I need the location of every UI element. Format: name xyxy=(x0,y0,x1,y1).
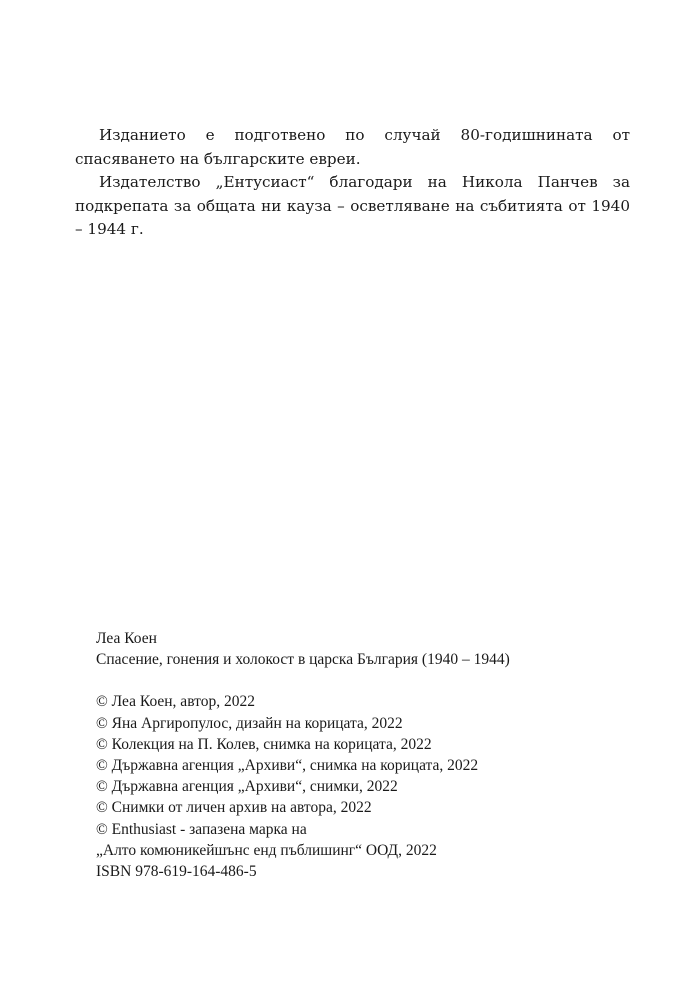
isbn: ISBN 978-619-164-486-5 xyxy=(96,863,257,881)
imprint-block xyxy=(96,628,636,882)
copyright-line: © Яна Аргиропулос, дизайн на корицата, 2022 xyxy=(96,714,403,732)
copyright-line: © Държавна агенция „Архиви“, снимки, 2022 xyxy=(96,778,398,796)
acknowledgement-text xyxy=(75,124,630,242)
book-title: Спасение, гонения и холокост в царска България (1940 – 1944) xyxy=(96,651,510,669)
copyright-line: © Колекция на П. Колев, снимка на корицата, 2022 xyxy=(96,735,432,753)
copyright-line: „Алто комюникейшънс енд пъблишинг“ ООД, 2022 xyxy=(96,841,437,859)
copyright-line: © Леа Коен, автор, 2022 xyxy=(96,693,255,711)
copyright-line: © Снимки от личен архив на автора, 2022 xyxy=(96,799,372,817)
spacer xyxy=(96,670,636,691)
acknowledgement-paragraph: Издателство „Ентусиаст“ благодари на Никола Панчев за подкрепата за общата ни кауза – осветляване на събитията от 1940 – 1944 г. xyxy=(75,173,630,238)
acknowledgement-paragraph: Изданието е подготвено по случай 80-годишнината от спасяването на българските евреи. xyxy=(75,126,630,168)
copyright-line: © Държавна агенция „Архиви“, снимка на корицата, 2022 xyxy=(96,757,479,775)
copyright-line: © Enthusiast - запазена марка на xyxy=(96,820,307,838)
author-name: Леа Коен xyxy=(96,630,157,647)
